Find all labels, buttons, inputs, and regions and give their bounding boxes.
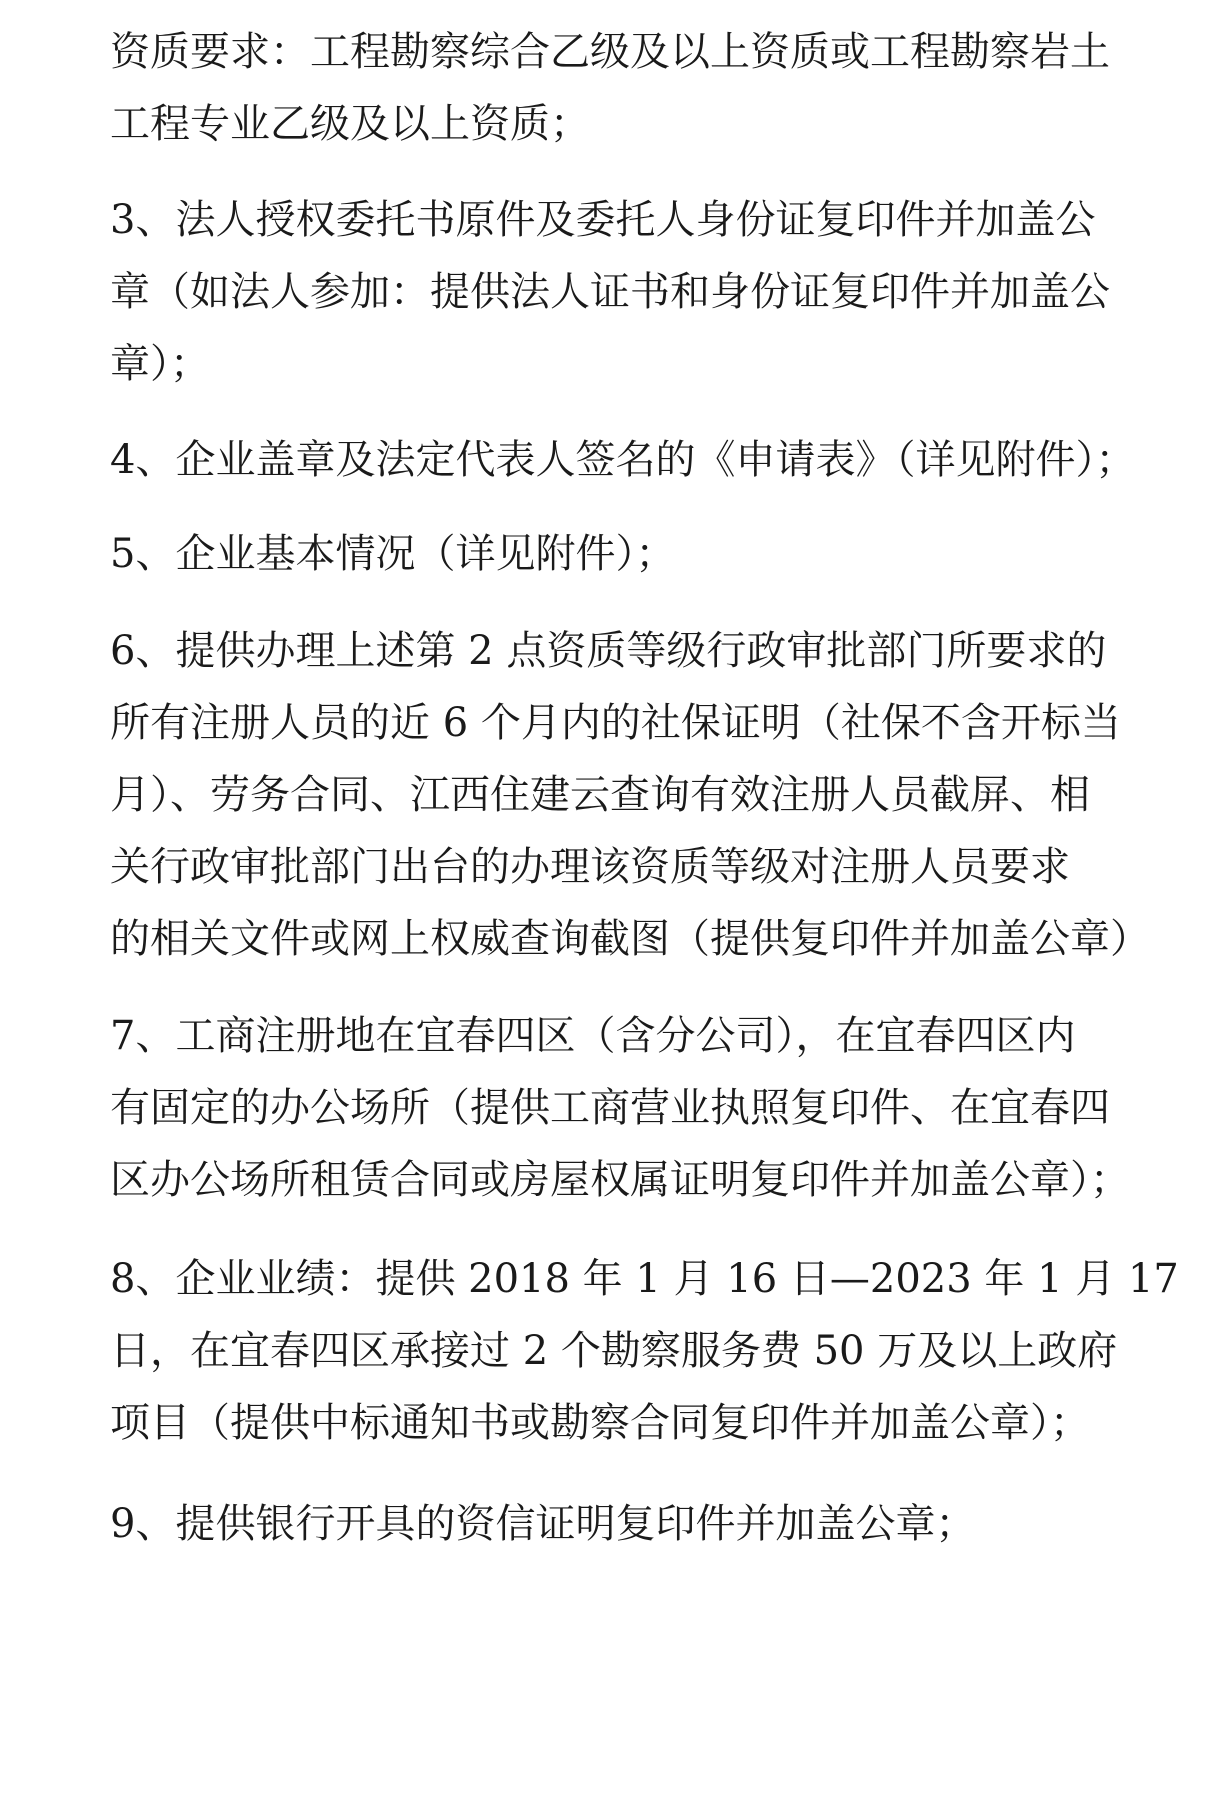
text-line: 5、企业基本情况（详见附件）； xyxy=(110,531,676,577)
text-line: 7、工商注册地在宜春四区（含分公司），在宜春四区内 xyxy=(110,1013,1076,1059)
text-line: 4、企业盖章及法定代表人签名的《申请表》（详见附件）； xyxy=(110,437,1136,483)
text-line: 工程专业乙级及以上资质； xyxy=(110,101,590,147)
text-line: 日，在宜春四区承接过 2 个勘察服务费 50 万及以上政府 xyxy=(110,1328,1118,1374)
text-line: 资质要求：工程勘察综合乙级及以上资质或工程勘察岩土 xyxy=(110,29,1110,75)
text-line: 6、提供办理上述第 2 点资质等级行政审批部门所要求的 xyxy=(110,628,1107,674)
text-line: 有固定的办公场所（提供工商营业执照复印件、在宜春四 xyxy=(110,1085,1110,1131)
text-line: 章）； xyxy=(110,341,210,387)
text-line: 8、企业业绩：提供 2018 年 1 月 16 日—2023 年 1 月 17 xyxy=(110,1256,1179,1302)
text-line: 9、提供银行开具的资信证明复印件并加盖公章； xyxy=(110,1501,976,1547)
text-line: 项目（提供中标通知书或勘察合同复印件并加盖公章）； xyxy=(110,1400,1090,1446)
text-line: 3、法人授权委托书原件及委托人身份证复印件并加盖公 xyxy=(110,197,1096,243)
text-line: 的相关文件或网上权威查询截图（提供复印件并加盖公章） xyxy=(110,916,1150,962)
text-line: 关行政审批部门出台的办理该资质等级对注册人员要求 xyxy=(110,844,1070,890)
text-line: 月）、劳务合同、江西住建云查询有效注册人员截屏、相 xyxy=(110,772,1090,818)
text-line: 区办公场所租赁合同或房屋权属证明复印件并加盖公章）； xyxy=(110,1157,1130,1203)
text-line: 所有注册人员的近 6 个月内的社保证明（社保不含开标当 xyxy=(110,700,1121,746)
text-line: 章（如法人参加：提供法人证书和身份证复印件并加盖公 xyxy=(110,269,1110,315)
